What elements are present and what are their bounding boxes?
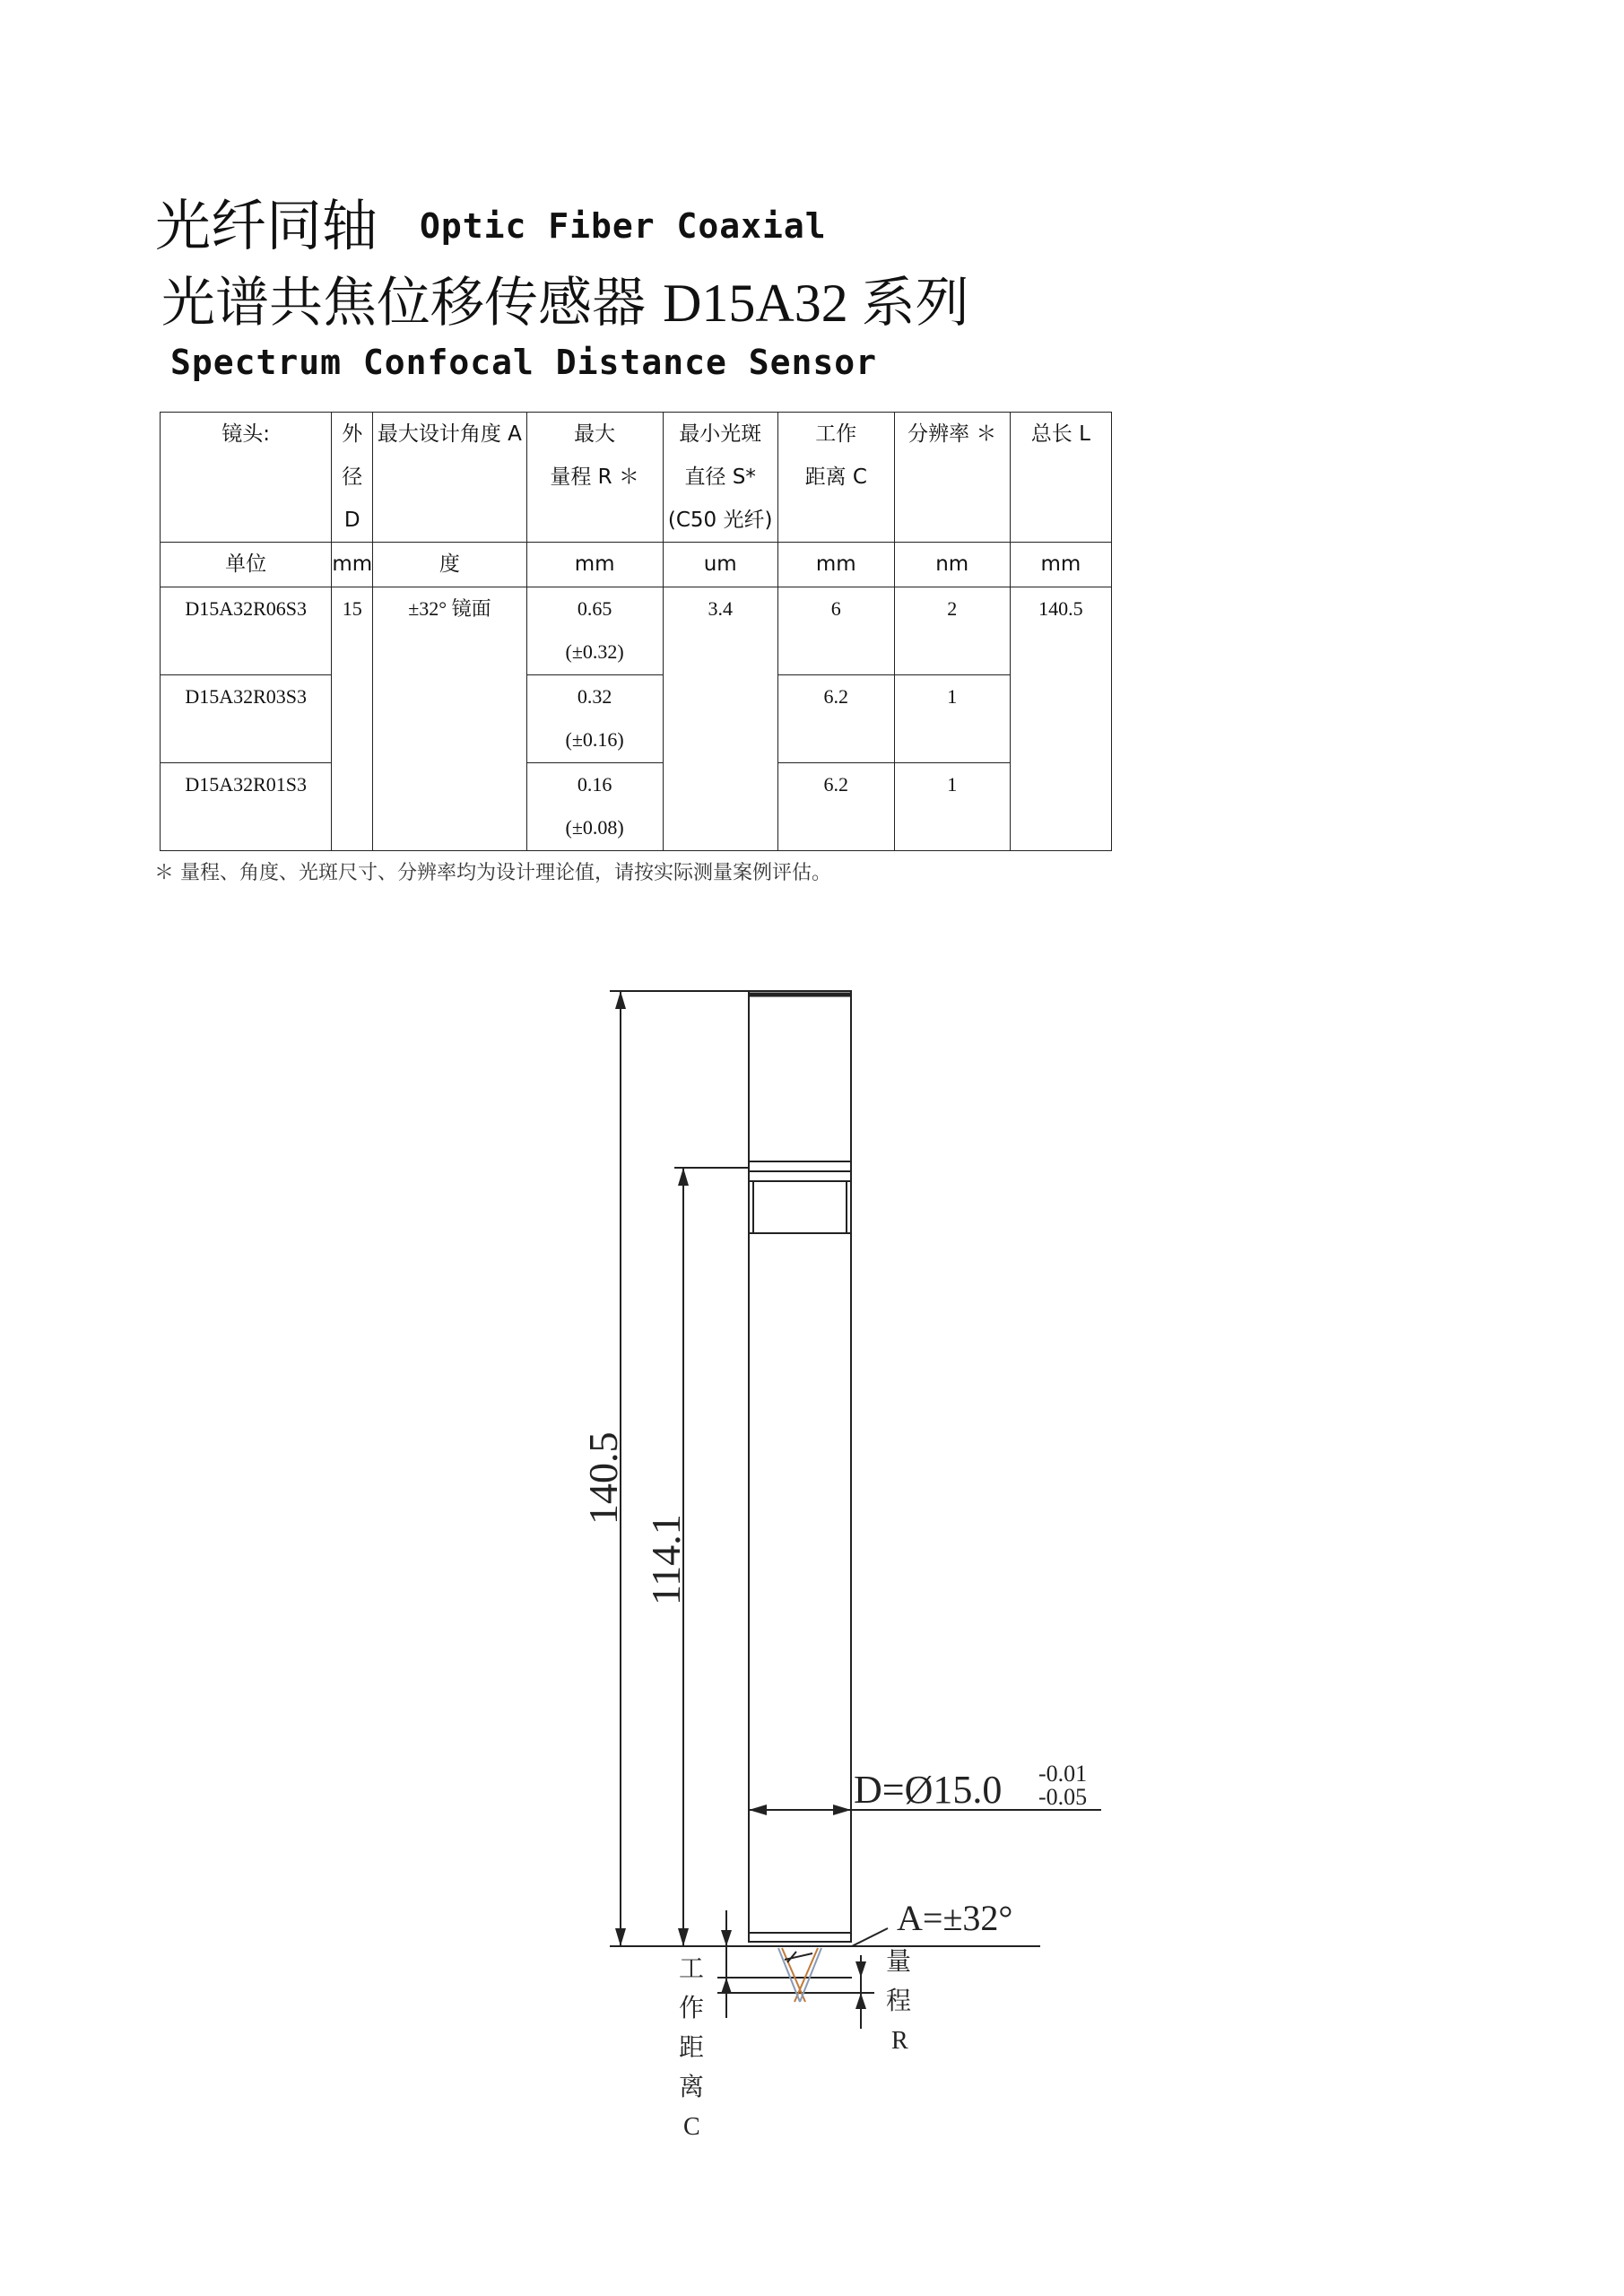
title-product-name: 光谱共焦位移传感器 <box>161 272 646 335</box>
unit-resolution: nm <box>894 543 1010 587</box>
work-distance-label-char: 作 <box>679 1995 705 2022</box>
unit-work-distance: mm <box>777 543 894 587</box>
header-spot: 最小光斑 直径 S* (C50 光纤) <box>663 413 777 543</box>
title-english-line1: Optic Fiber Coaxial <box>420 206 827 246</box>
header-resolution: 分辨率 ＊ <box>894 413 1010 543</box>
arrowhead <box>678 1168 689 1186</box>
header-lens: 镜头: <box>161 413 332 543</box>
dim-diameter-label: D=Ø15.0 <box>854 1768 1003 1812</box>
cell-resolution: 2 <box>894 587 1010 675</box>
footnote: ＊ 量程、角度、光斑尺寸、分辨率均为设计理论值，请按实际测量案例评估。 <box>154 862 831 884</box>
cell-work-distance: 6 <box>777 587 894 675</box>
work-distance-label-char: 工 <box>679 1955 705 1983</box>
unit-diameter: mm <box>332 543 373 587</box>
cell-length: 140.5 <box>1010 587 1111 851</box>
cell-range: 0.16 (±0.08) <box>526 763 663 851</box>
cell-work-distance: 6.2 <box>777 763 894 851</box>
cell-angle: ±32° 镜面 <box>373 587 526 851</box>
range-label-char: 量 <box>886 1948 912 1976</box>
unit-range: mm <box>526 543 663 587</box>
cell-model: D15A32R03S3 <box>161 675 332 763</box>
cell-range: 0.32 (±0.16) <box>526 675 663 763</box>
work-distance-label-char: C <box>683 2113 700 2141</box>
arrowhead <box>721 1978 732 1994</box>
header-diameter: 外 径 D <box>332 413 373 543</box>
range-label-char: 程 <box>886 1987 912 2015</box>
unit-angle: 度 <box>373 543 526 587</box>
dim-angle-label: A=±32° <box>897 1898 1013 1938</box>
cell-resolution: 1 <box>894 675 1010 763</box>
header-range: 最大 量程 R ＊ <box>526 413 663 543</box>
title-chinese-line1: 光纤同轴 <box>155 193 378 258</box>
cell-spot: 3.4 <box>663 587 777 851</box>
range-label-char: R <box>891 2027 908 2055</box>
header-length: 总长 L <box>1010 413 1111 543</box>
title-english-line2: Spectrum Confocal Distance Sensor <box>170 343 877 382</box>
cell-model: D15A32R01S3 <box>161 763 332 851</box>
angle-leader <box>852 1928 888 1946</box>
header-angle: 最大设计角度 A <box>373 413 526 543</box>
cell-model: D15A32R06S3 <box>161 587 332 675</box>
arrowhead <box>678 1928 689 1946</box>
dim-total-length-label: 140.5 <box>580 1431 626 1525</box>
arrowhead <box>855 1961 866 1978</box>
unit-length: mm <box>1010 543 1111 587</box>
header-work-distance: 工作 距离 C <box>777 413 894 543</box>
cell-work-distance: 6.2 <box>777 675 894 763</box>
arrowhead <box>615 991 626 1009</box>
dim-tolerance-lower: -0.05 <box>1038 1784 1088 1810</box>
unit-lens: 单位 <box>161 543 332 587</box>
arrowhead <box>615 1928 626 1946</box>
work-distance-label-char: 离 <box>679 2074 705 2101</box>
work-distance-label-char: 距 <box>679 2034 705 2062</box>
cell-diameter: 15 <box>332 587 373 851</box>
arrowhead <box>855 1993 866 2009</box>
dim-tolerance-upper: -0.01 <box>1038 1761 1088 1787</box>
dim-body-length-label: 114.1 <box>643 1514 689 1605</box>
cell-resolution: 1 <box>894 763 1010 851</box>
arrowhead <box>721 1930 732 1946</box>
unit-spot: um <box>663 543 777 587</box>
collar-groove <box>753 1181 847 1233</box>
cell-range: 0.65 (±0.32) <box>526 587 663 675</box>
title-model-series: D15A32 系列 <box>663 274 969 333</box>
sensor-body-outline <box>749 991 851 1942</box>
